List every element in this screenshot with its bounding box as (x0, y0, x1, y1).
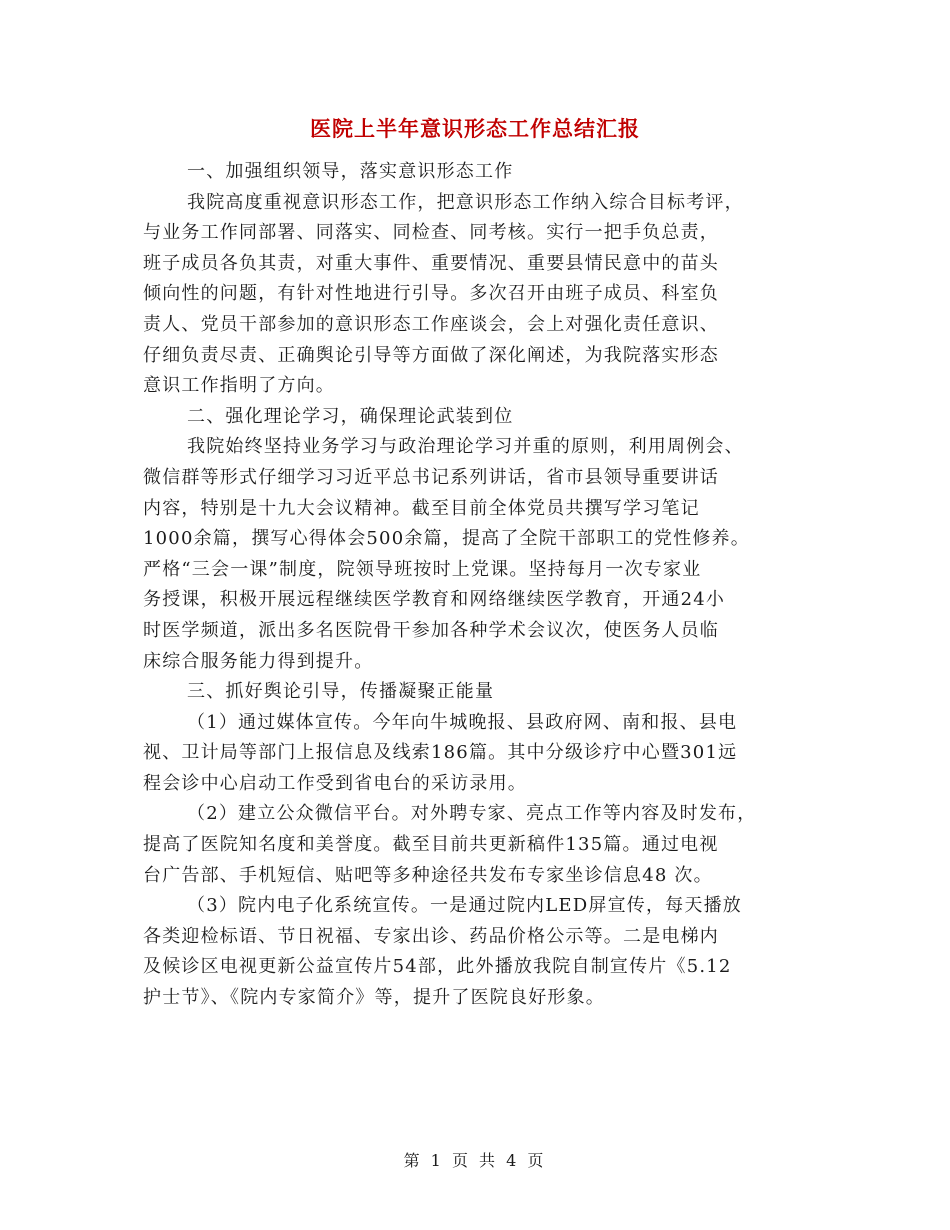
body-line: 班子成员各负其责，对重大事件、重要情况、重要县情民意中的苗头 (143, 252, 719, 274)
body-line: 意识工作指明了方向。 (143, 375, 335, 397)
body-line: 各类迎检标语、节日祝福、专家出诊、药品价格公示等。二是电梯内 (143, 925, 719, 947)
body-line: （2）建立公众微信平台。对外聘专家、亮点工作等内容及时发布， (187, 803, 757, 825)
body-line: 台广告部、手机短信、贴吧等多种途径共发布专家坐诊信息48 次。 (143, 864, 713, 886)
body-line: 程会诊中心启动工作受到省电台的采访录用。 (143, 772, 527, 794)
body-line: （3）院内电子化系统宣传。一是通过院内LED屏宣传，每天播放 (187, 895, 742, 917)
body-line: 仔细负责尽责、正确舆论引导等方面做了深化阐述，为我院落实形态 (143, 344, 719, 366)
body-line: 视、卫计局等部门上报信息及线索186篇。其中分级诊疗中心暨301远 (143, 742, 738, 764)
body-line: 护士节》、《院内专家简介》等，提升了医院良好形象。 (143, 987, 605, 1009)
body-line: 倾向性的问题，有针对性地进行引导。多次召开由班子成员、科室负 (143, 283, 719, 305)
body-line: 与业务工作同部署、同落实、同检查、同考核。实行一把手负总责， (143, 222, 719, 244)
body-line: 床综合服务能力得到提升。 (143, 650, 374, 672)
document-body (143, 157, 813, 1014)
body-line: 务授课，积极开展远程继续医学教育和网络继续医学教育，开通24小 (143, 589, 726, 611)
body-line: 我院高度重视意识形态工作，把意识形态工作纳入综合目标考评， (187, 191, 744, 213)
body-line: 时医学频道，派出多名医院骨干参加各种学术会议次，使医务人员临 (143, 619, 719, 641)
body-line: 严格“三会一课”制度，院领导班按时上党课。坚持每月一次专家业 (143, 558, 702, 580)
body-line: （1）通过媒体宣传。今年向牛城晚报、县政府网、南和报、县电 (187, 711, 738, 733)
page-footer: 第 1 页 共 4 页 (403, 1151, 547, 1170)
body-line: 责人、党员干部参加的意识形态工作座谈会，会上对强化责任意识、 (143, 313, 719, 335)
body-line: 我院始终坚持业务学习与政治理论学习并重的原则，利用周例会、 (187, 436, 744, 458)
body-line: 二、强化理论学习，确保理论武装到位 (187, 405, 514, 427)
body-line: 一、加强组织领导，落实意识形态工作 (187, 161, 514, 182)
body-line: 提高了医院知名度和美誉度。截至目前共更新稿件135篇。通过电视 (143, 834, 719, 856)
body-line: 1000余篇，撰写心得体会500余篇，提高了全院干部职工的党性修养。 (143, 528, 750, 550)
document-title: 医院上半年意识形态工作总结汇报 (310, 116, 640, 141)
body-line: 微信群等形式仔细学习习近平总书记系列讲话，省市县领导重要讲话 (143, 466, 719, 488)
body-line: 及候诊区电视更新公益宣传片54部，此外播放我院自制宣传片《5.12 (143, 956, 732, 978)
body-line: 三、抓好舆论引导，传播凝聚正能量 (187, 681, 495, 703)
body-line: 内容，特别是十九大会议精神。截至目前全体党员共撰写学习笔记 (143, 497, 700, 519)
